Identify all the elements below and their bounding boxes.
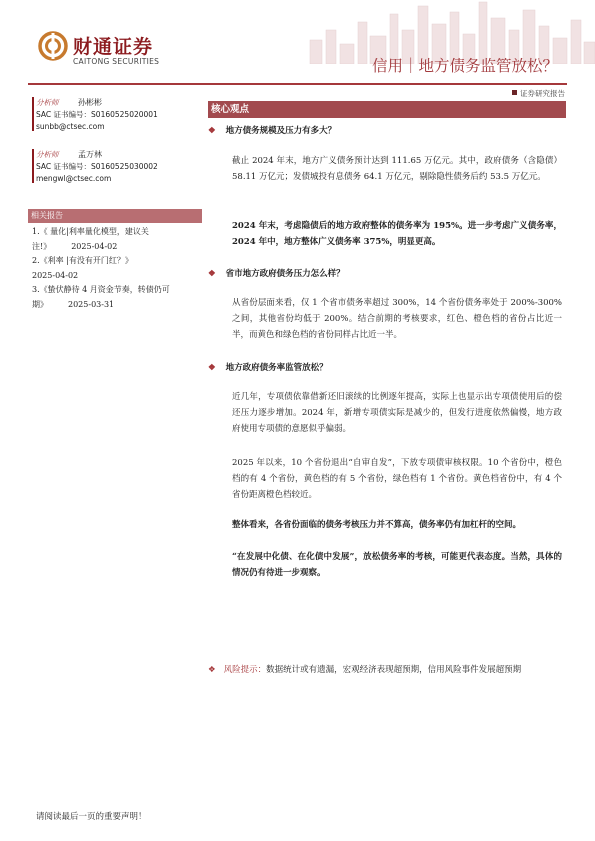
sac-number: S0160525020001 <box>91 110 158 119</box>
risk-text: 数据统计或有遗漏，宏观经济表现超预期，信用风险事件发展超预期 <box>266 665 522 675</box>
related-report-item[interactable]: 3.《蛰伏静待 4 月资金节奏，转债仍可 <box>32 285 170 294</box>
brand-name-cn: 财通证券 <box>73 36 154 58</box>
question-heading <box>208 267 345 279</box>
question-heading <box>208 361 328 373</box>
risk-warning <box>208 662 568 679</box>
question-text: 地方政府债务率监管放松？ <box>225 363 328 373</box>
diamond-bullet-icon: ❖ <box>208 665 216 675</box>
related-report-item-cont[interactable] <box>32 298 202 313</box>
analyst-card <box>36 149 198 185</box>
diamond-bullet-icon: ❖ <box>208 269 216 279</box>
related-report-date: 2025-03-31 <box>68 299 115 309</box>
question-text: 省市地方政府债务压力怎么样？ <box>225 269 345 279</box>
analyst-name: 孙彬彬 <box>78 98 102 107</box>
analyst-accent-bar <box>32 97 34 131</box>
square-bullet-icon <box>512 90 517 95</box>
paragraph-emphasis: 2024 年末，考虑隐债后的地方政府整体的债务率为 195%。进一步考虑广义债务率，2024 年中，地方整体广义债务率 375%，明显更高。 <box>232 221 562 247</box>
paragraph: 近几年，专项债依靠借新还旧滚续的比例逐年提高，实际上也显示出专项债使用后的偿还压力逐步增加。2024 年，新增专项债实际是减少的，但发行进度依然偏慢，地方政府使用专项债的意愿似乎偏弱。 <box>232 392 562 434</box>
analyst-name: 孟万林 <box>78 150 102 159</box>
brand-logo <box>38 31 188 71</box>
sac-label: SAC 证书编号： <box>36 110 92 119</box>
report-type-label <box>512 88 565 99</box>
paragraph-emphasis: 整体看来，各省份面临的债务考核压力并不算高，债务率仍有加杠杆的空间。 <box>232 520 522 530</box>
analyst-card <box>36 97 198 133</box>
paragraph: 2025 年以来，10 个省份退出“自审自发”，下放专项债审核权限。10 个省份中，橙色档的有 4 个省份，黄色档的有 5 个省份，绿色档有 1 个省份。黄色档省份中，有 4 个省份距离橙色档较近。 <box>232 458 562 500</box>
analyst-panel <box>36 97 198 201</box>
sac-label: SAC 证书编号： <box>36 162 92 171</box>
related-report-title-tail: 期》 <box>32 299 48 309</box>
diamond-bullet-icon: ❖ <box>208 126 216 136</box>
brand-name-en: CAITONG SECURITIES <box>73 57 160 66</box>
footer-disclaimer: 请阅读最后一页的重要声明！ <box>36 812 147 822</box>
related-report-item[interactable]: 2.《利率 |有没有开门红？》 <box>32 256 133 265</box>
core-viewpoints-heading: 核心观点 <box>208 101 566 118</box>
related-report-date: 2025-04-02 <box>32 270 79 280</box>
question-text: 地方债务规模及压力有多大？ <box>225 126 337 136</box>
sac-number: S0160525030002 <box>91 162 158 171</box>
diamond-bullet-icon: ❖ <box>208 363 216 373</box>
paragraph: 从省份层面来看，仅 1 个省市债务率超过 300%，14 个省份债务率处于 200%-300%之间，其他省份均低于 200%。结合前期的考核要求，红色、橙色档的省份占比近一半，而黄色和绿色档的省份同样占比近一半。 <box>232 298 562 340</box>
related-report-item-cont[interactable] <box>32 240 202 255</box>
report-title: 信用｜地方债务监管放松？ <box>371 57 558 75</box>
risk-label: 风险提示： <box>223 665 267 675</box>
analyst-role: 分析师 <box>36 98 59 107</box>
related-reports-heading: 相关报告 <box>28 209 202 223</box>
report-type-text: 证券研究报告 <box>520 89 565 98</box>
analyst-role: 分析师 <box>36 150 59 159</box>
paragraph: 截止 2024 年末，地方广义债务预计达到 111.65 万亿元。其中，政府债务（含隐债）58.11 万亿元；发债城投有息债务 64.1 万亿元，剔除隐性债务后约 53.5 万亿元。 <box>232 156 562 182</box>
related-report-title-tail: 注!》 <box>32 241 52 251</box>
question-heading <box>208 124 336 136</box>
related-reports-list <box>32 225 202 312</box>
related-report-item[interactable]: 1.《 量化|利率量化模型，建议关 <box>32 227 149 236</box>
analyst-email[interactable]: sunbb@ctsec.com <box>36 122 105 131</box>
related-report-date: 2025-04-02 <box>71 241 118 251</box>
paragraph-emphasis: “在发展中化债、在化债中发展”，放松债务率的考核，可能更代表态度。当然，具体的情况仍有待进一步观察。 <box>232 552 562 578</box>
analyst-email[interactable]: mengwl@ctsec.com <box>36 174 112 183</box>
caitong-logo-icon <box>38 31 68 61</box>
header-divider <box>28 83 567 85</box>
analyst-accent-bar <box>32 149 34 183</box>
